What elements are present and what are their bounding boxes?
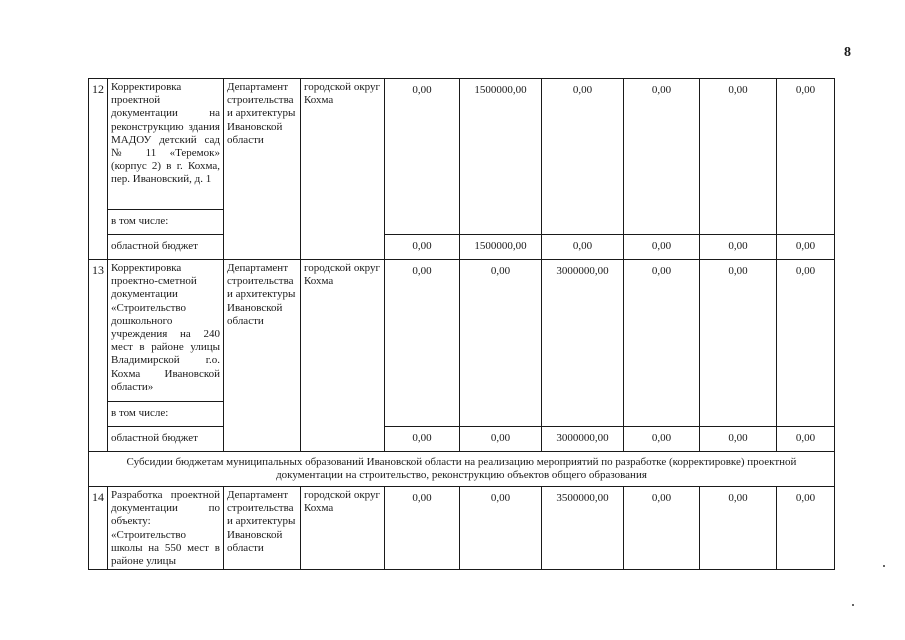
value-cell: 0,00 (700, 79, 777, 235)
budget-value: 3000000,00 (542, 427, 624, 452)
project-name: Корректировка проектной документации на реконструкцию здания МАДОУ детский сад № 11 «Теремок» (корпус 2) в г. Кохма, пер. Ивановский, д. 1 (108, 79, 224, 210)
value-cell: 1500000,00 (460, 79, 542, 235)
value-cell: 0,00 (542, 79, 624, 235)
value-cell: 0,00 (460, 487, 542, 570)
budget-value: 0,00 (700, 427, 777, 452)
value-cell: 0,00 (385, 487, 460, 570)
budget-label: областной бюджет (108, 235, 224, 260)
row-number: 13 (89, 260, 108, 452)
department-cell: Департамент строительства и архитектуры Ивановской области (224, 487, 301, 570)
value-cell: 0,00 (460, 260, 542, 427)
row-number: 12 (89, 79, 108, 260)
table-row (89, 79, 835, 210)
scan-speck (883, 565, 885, 567)
value-cell: 0,00 (777, 79, 835, 235)
table-row (89, 235, 835, 260)
budget-value: 0,00 (624, 427, 700, 452)
budget-value: 1500000,00 (460, 235, 542, 260)
scan-speck (852, 604, 854, 606)
budget-value: 0,00 (542, 235, 624, 260)
value-cell: 0,00 (777, 260, 835, 427)
including-label: в том числе: (108, 402, 224, 427)
budget-label: областной бюджет (108, 427, 224, 452)
project-name: Корректировка проектно-сметной документации «Строительство дошкольного учреждения на 240 мест в районе улицы Владимирской г.о. Кохма Ивановской области» (108, 260, 224, 402)
project-name (108, 487, 224, 570)
value-cell: 0,00 (624, 487, 700, 570)
value-cell: 3000000,00 (542, 260, 624, 427)
municipality-cell: городской округ Кохма (301, 79, 385, 260)
table-row (89, 260, 835, 402)
section-heading: Субсидии бюджетам муниципальных образований Ивановской области на реализацию мероприятий по разработке (корректировке) проектной документации на строительство, реконструкцию объектов общего образования (89, 452, 835, 487)
table-row (89, 487, 835, 570)
row-number: 14 (89, 487, 108, 570)
budget-value: 0,00 (777, 235, 835, 260)
department-cell: Департамент строительства и архитектуры Ивановской области (224, 79, 301, 260)
value-cell: 0,00 (700, 260, 777, 427)
including-label: в том числе: (108, 210, 224, 235)
budget-value: 0,00 (624, 235, 700, 260)
page-number: 8 (844, 45, 851, 60)
value-cell: 0,00 (700, 487, 777, 570)
project-name-text: Разработка проектной документации по объекту: «Строительство школы на 550 мест в районе улицы (111, 489, 220, 568)
value-cell: 3500000,00 (542, 487, 624, 570)
budget-value: 0,00 (777, 427, 835, 452)
budget-table (88, 78, 835, 570)
value-cell: 0,00 (777, 487, 835, 570)
budget-value: 0,00 (385, 427, 460, 452)
municipality-cell: городской округ Кохма (301, 260, 385, 452)
budget-value: 0,00 (700, 235, 777, 260)
value-cell: 0,00 (624, 79, 700, 235)
value-cell: 0,00 (385, 79, 460, 235)
value-cell: 0,00 (624, 260, 700, 427)
value-cell: 0,00 (385, 260, 460, 427)
table-row (89, 427, 835, 452)
table-row (89, 452, 835, 487)
municipality-cell: городской округ Кохма (301, 487, 385, 570)
department-cell: Департамент строительства и архитектуры Ивановской области (224, 260, 301, 452)
budget-value: 0,00 (385, 235, 460, 260)
budget-value: 0,00 (460, 427, 542, 452)
